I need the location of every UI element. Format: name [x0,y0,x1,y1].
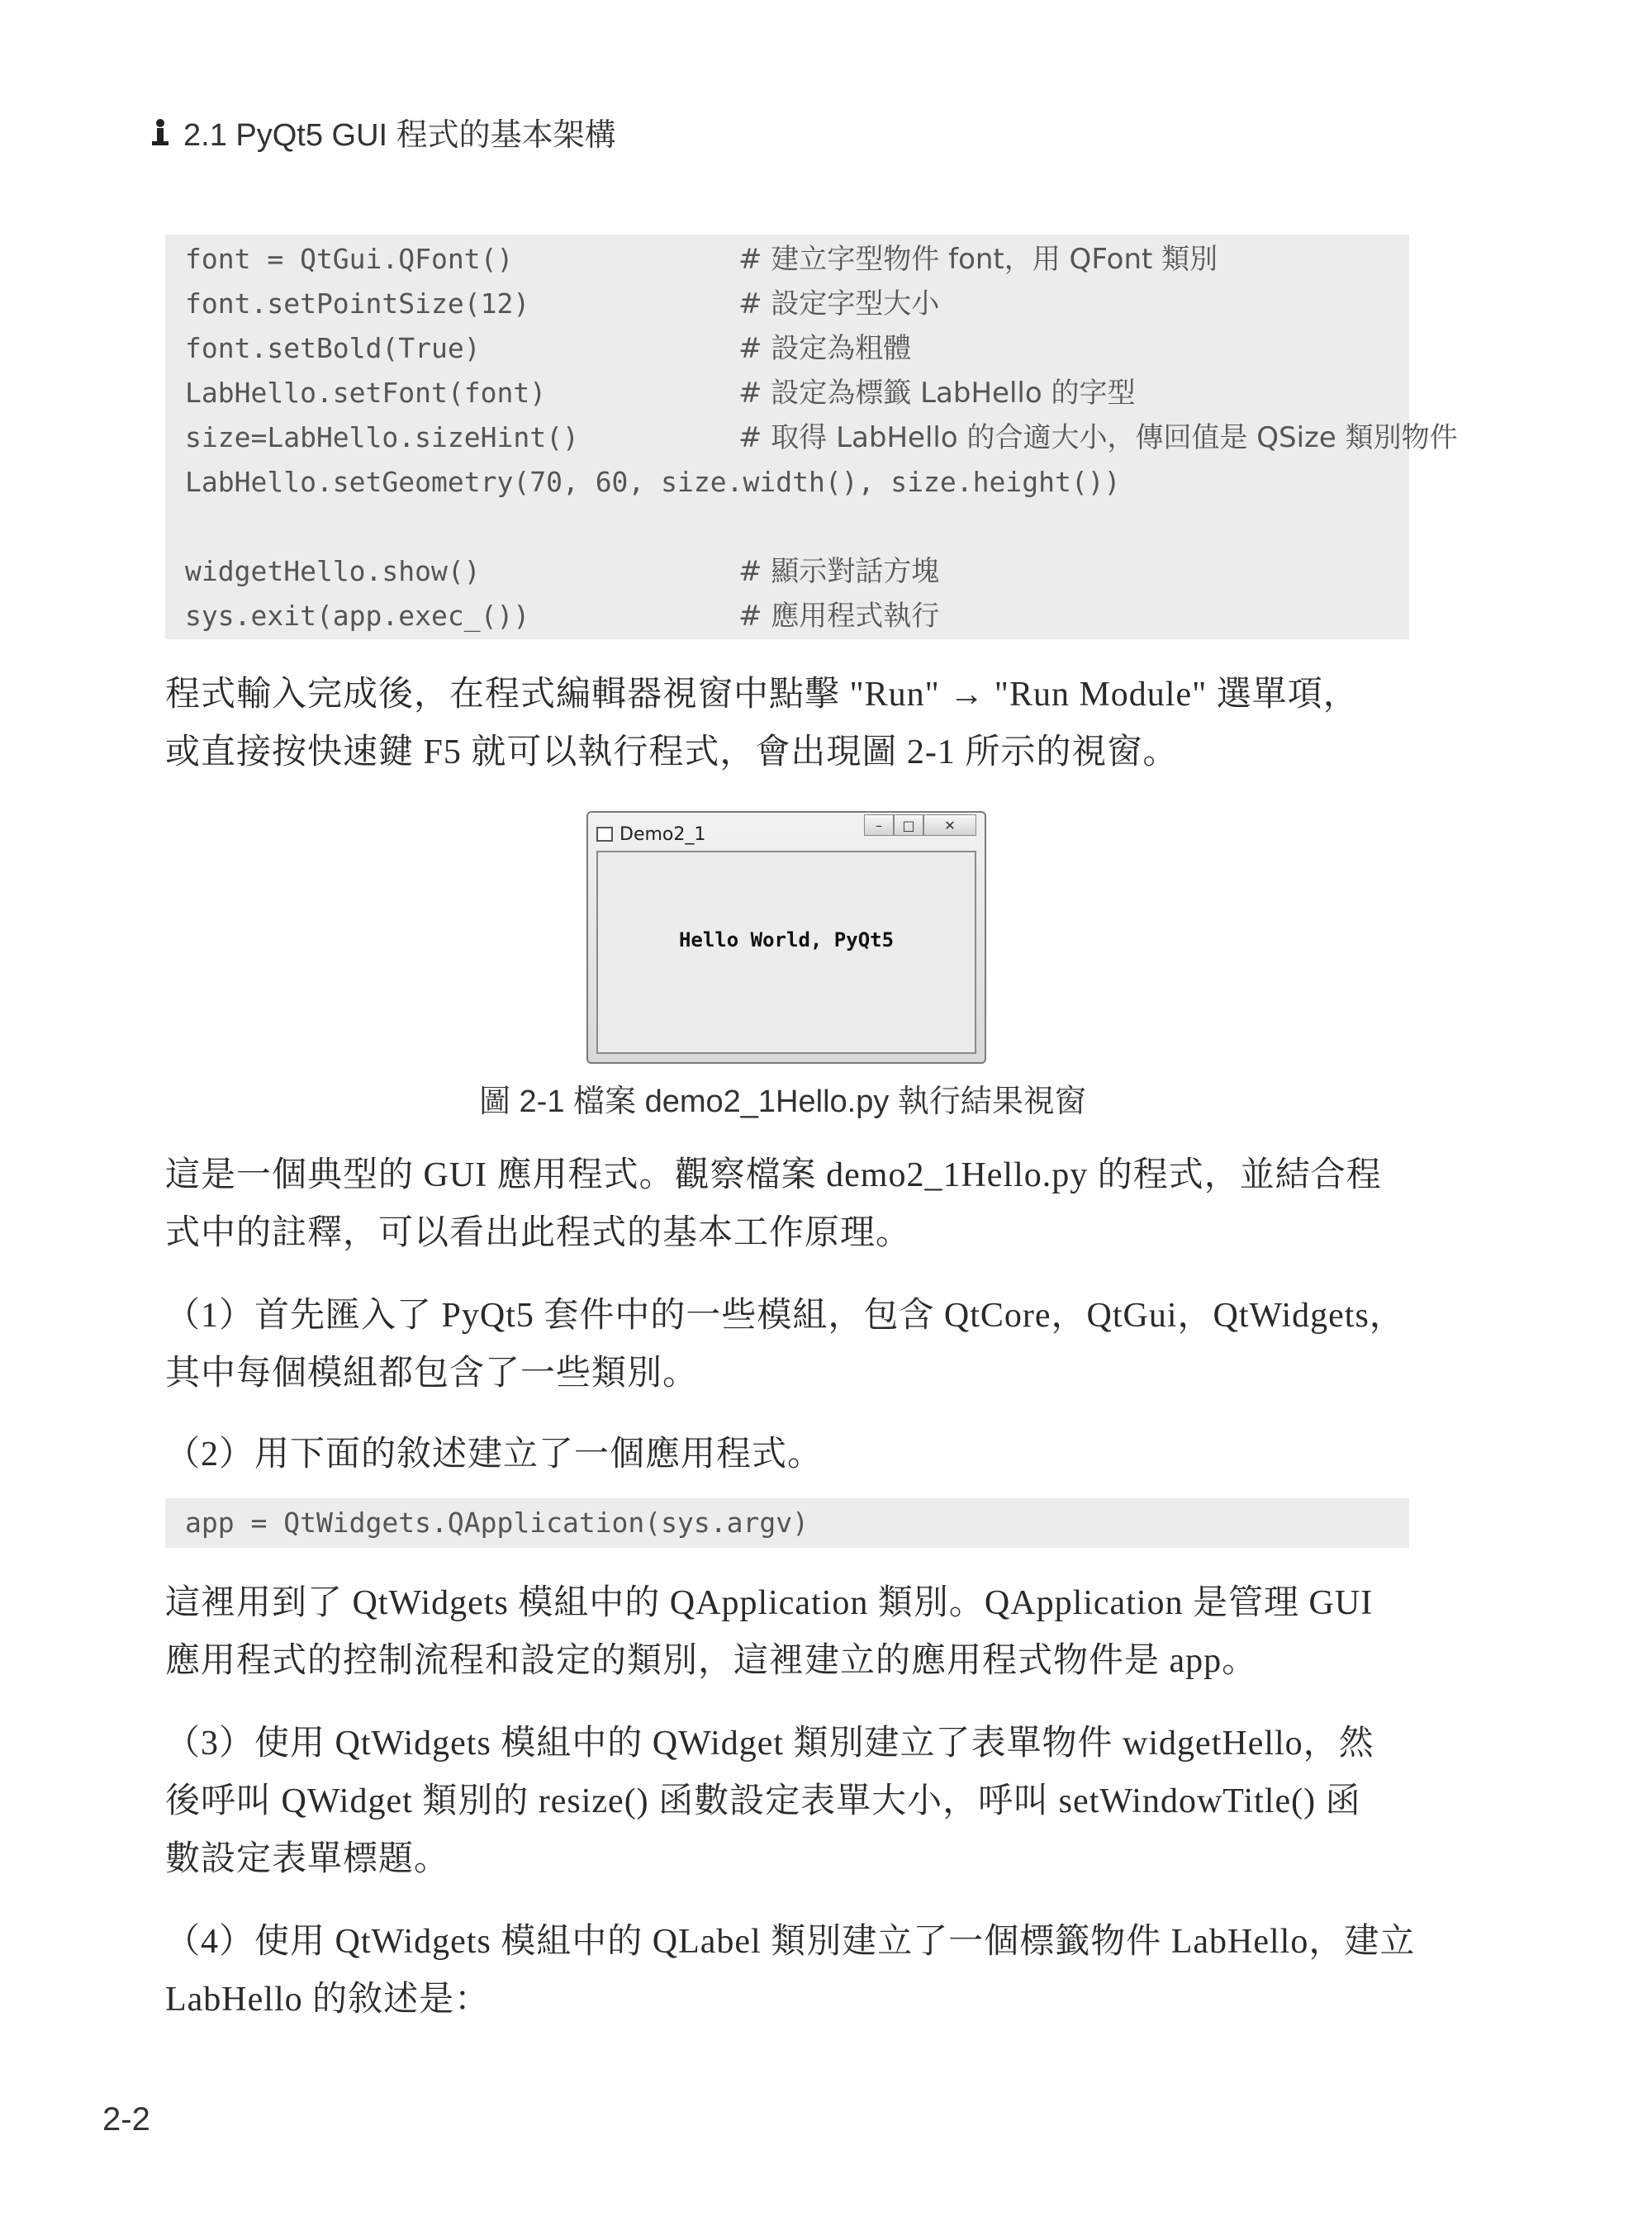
text-line: 式中的註釋，可以看出此程式的基本工作原理。 [165,1214,912,1252]
minimize-icon[interactable]: – [864,814,894,836]
text-line: （2）用下面的敘述建立了一個應用程式。 [165,1435,824,1473]
code-line: app = QtWidgets.QApplication(sys.argv) [185,1507,809,1539]
list-item-4 [165,1913,1416,2029]
text-line: 這是一個典型的 GUI 應用程式。觀察檔案 demo2_1Hello.py 的程式，並結合程 [165,1156,1382,1194]
text-line: （3）使用 QtWidgets 模組中的 QWidget 類別建立了表單物件 widgetHello，然 [165,1725,1374,1763]
code-comment: # 取得 LabHello 的合適大小，傳回值是 QSize 類別物件 [738,421,1458,454]
code-comment: # 建立字型物件 font，用 QFont 類別 [738,243,1218,276]
code-block-1 [165,235,1458,639]
window-app-icon [596,827,613,842]
code-line: LabHello.setFont(font) [185,377,547,409]
paragraph-run-instructions [165,666,1412,781]
window-client-area [596,851,976,1054]
paragraph-qapplication [165,1574,1412,1690]
text-line: 或直接按快速鍵 F5 就可以執行程式，會出現圖 2-1 所示的視窗。 [165,733,1179,771]
list-item-1 [165,1287,1412,1402]
figure-caption: 圖 2-1 檔案 demo2_1Hello.py 執行結果視窗 [479,1084,1086,1119]
demo-window-figure [586,811,986,1064]
code-line: sys.exit(app.exec_()) [185,600,530,632]
text-line: 程式輸入完成後，在程式編輯器視窗中點擊 "Run" → "Run Module" 選單項， [165,676,1359,714]
section-title: 2.1 PyQt5 GUI 程式的基本架構 [183,118,616,153]
hello-label: Hello World, PyQt5 [678,928,895,951]
code-line: font.setPointSize(12) [185,287,530,320]
maximize-icon[interactable]: □ [894,814,923,836]
section-marker-icon [149,118,173,146]
section-header [149,109,616,154]
code-comment: # 設定為標籤 LabHello 的字型 [738,377,1136,410]
code-line: size=LabHello.sizeHint() [185,421,579,453]
text-line: （1）首先匯入了 PyQt5 套件中的一些模組，包含 QtCore，QtGui，QtWidgets， [165,1297,1405,1335]
text-line: 這裡用到了 QtWidgets 模組中的 QApplication 類別。QApplication 是管理 GUI [165,1584,1374,1622]
text-line: 應用程式的控制流程和設定的類別，這裡建立的應用程式物件是 app。 [165,1642,1258,1680]
paragraph-intro [165,1146,1412,1262]
code-comment: # 設定字型大小 [738,287,940,320]
code-line: font = QtGui.QFont() [185,243,514,275]
code-line: font.setBold(True) [185,332,481,364]
code-block-2 [165,1498,1409,1548]
text-line: （4）使用 QtWidgets 模組中的 QLabel 類別建立了一個標籤物件 LabHello，建立 [165,1923,1416,1961]
close-icon[interactable]: ✕ [923,814,976,836]
code-line: widgetHello.show() [185,555,481,587]
code-comment: # 顯示對話方塊 [738,555,940,588]
list-item-2 [165,1426,1412,1483]
page-number: 2-2 [102,2101,150,2138]
window-title: Demo2_1 [620,823,706,845]
text-line: 其中每個模組都包含了一些類別。 [165,1355,699,1393]
code-comment: # 設定為粗體 [738,332,912,365]
window-titlebar [596,821,705,847]
list-item-3 [165,1715,1412,1888]
text-line: 數設定表單標題。 [165,1840,450,1878]
window-controls [864,814,976,836]
text-line: LabHello 的敘述是： [165,1981,491,2019]
text-line: 後呼叫 QWidget 類別的 resize() 函數設定表單大小，呼叫 setWindowTitle() 函 [165,1782,1361,1820]
code-comment: # 應用程式執行 [738,600,940,633]
code-line: LabHello.setGeometry(70, 60, size.width(), size.height()) [185,466,1121,498]
